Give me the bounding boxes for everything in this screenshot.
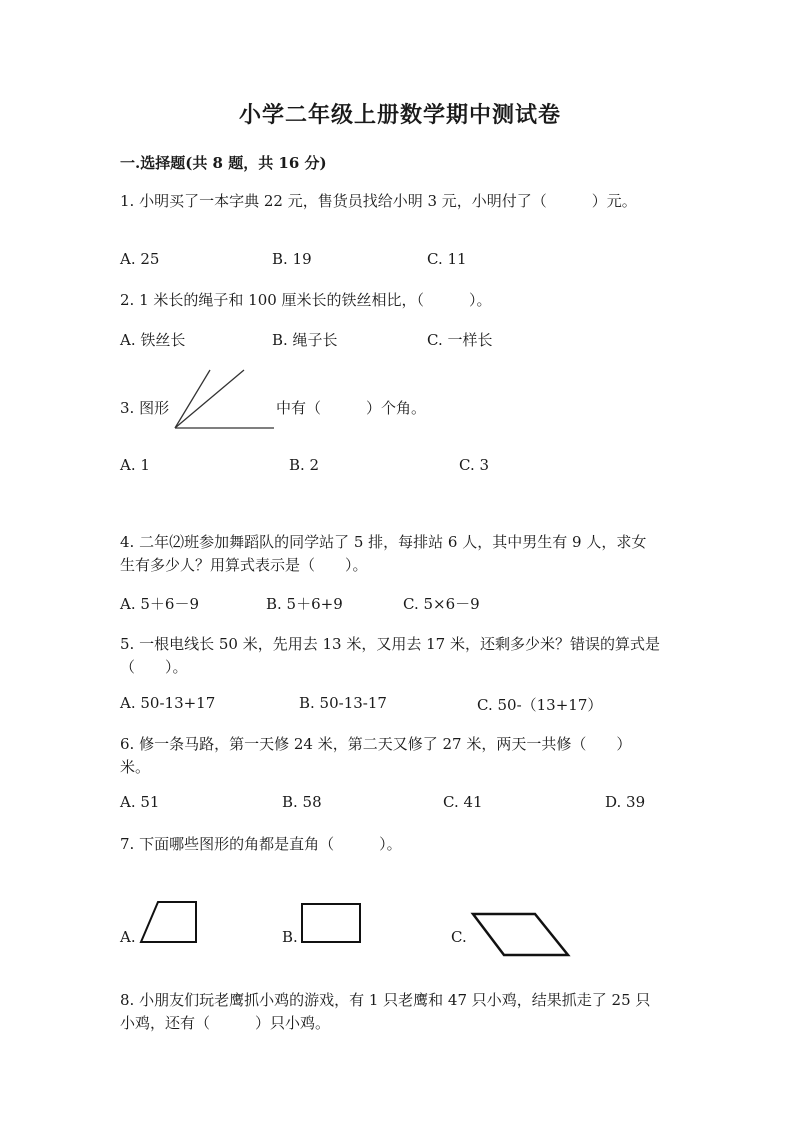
question-4-line-1: 4. 二年⑵班参加舞蹈队的同学站了 5 排，每排站 6 人，其中男生有 9 人，求女 — [120, 533, 647, 551]
question-7-option-c[interactable]: C. — [451, 928, 467, 946]
page-title: 小学二年级上册数学期中测试卷 — [238, 102, 561, 128]
question-6-line-1: 6. 修一条马路，第一天修 24 米，第二天又修了 27 米，两天一共修（ ） — [120, 735, 632, 753]
question-8-line-2: 小鸡，还有（ ）只小鸡。 — [120, 1014, 331, 1032]
angle-figure — [170, 366, 280, 432]
question-3-option-b[interactable]: B. 2 — [289, 456, 320, 474]
question-3-text-after: 中有（ ）个角。 — [276, 399, 427, 417]
question-4-option-c[interactable]: C. 5×6－9 — [403, 595, 480, 613]
question-2-option-a[interactable]: A. 铁丝长 — [120, 331, 186, 349]
question-4-option-b[interactable]: B. 5＋6+9 — [266, 595, 343, 613]
question-2-option-b[interactable]: B. 绳子长 — [272, 331, 338, 349]
question-5-line-2: （ ）。 — [120, 658, 188, 676]
question-7-option-a[interactable]: A. — [120, 928, 136, 946]
trapezoid-shape — [138, 900, 200, 946]
question-6-option-a[interactable]: A. 51 — [120, 793, 160, 811]
question-5-option-a[interactable]: A. 50-13+17 — [120, 694, 216, 712]
question-5-option-c[interactable]: C. 50-（13+17） — [477, 696, 603, 714]
question-7-option-b[interactable]: B. — [282, 928, 298, 946]
question-5-option-b[interactable]: B. 50-13-17 — [299, 694, 387, 712]
question-1-text: 1. 小明买了一本字典 22 元，售货员找给小明 3 元，小明付了（ ）元。 — [120, 192, 637, 210]
question-2-option-c[interactable]: C. 一样长 — [427, 331, 493, 349]
question-2-text: 2. 1 米长的绳子和 100 厘米长的铁丝相比，（ ）。 — [120, 291, 492, 309]
question-7-text: 7. 下面哪些图形的角都是直角（ ）。 — [120, 835, 402, 853]
question-3-option-c[interactable]: C. 3 — [459, 456, 490, 474]
question-3-text-before: 3. 图形 — [120, 399, 170, 417]
question-6-option-b[interactable]: B. 58 — [282, 793, 322, 811]
rectangle-shape — [300, 902, 364, 946]
question-6-option-c[interactable]: C. 41 — [443, 793, 483, 811]
question-3-option-a[interactable]: A. 1 — [120, 456, 150, 474]
question-8-line-1: 8. 小朋友们玩老鹰抓小鸡的游戏，有 1 只老鹰和 47 只小鸡，结果抓走了 25 只 — [120, 991, 651, 1009]
question-1-option-b[interactable]: B. 19 — [272, 250, 312, 268]
question-5-line-1: 5. 一根电线长 50 米，先用去 13 米，又用去 17 米，还剩多少米？错误的算式是 — [120, 635, 660, 653]
question-4-option-a[interactable]: A. 5＋6－9 — [120, 595, 199, 613]
question-1-option-c[interactable]: C. 11 — [427, 250, 467, 268]
parallelogram-shape — [470, 910, 574, 960]
question-4-line-2: 生有多少人？用算式表示是（ ）。 — [120, 556, 368, 574]
question-1-option-a[interactable]: A. 25 — [120, 250, 160, 268]
question-6-line-2: 米。 — [120, 758, 151, 776]
section-heading: 一.选择题(共 8 题，共 16 分) — [120, 154, 327, 172]
question-6-option-d[interactable]: D. 39 — [605, 793, 646, 811]
